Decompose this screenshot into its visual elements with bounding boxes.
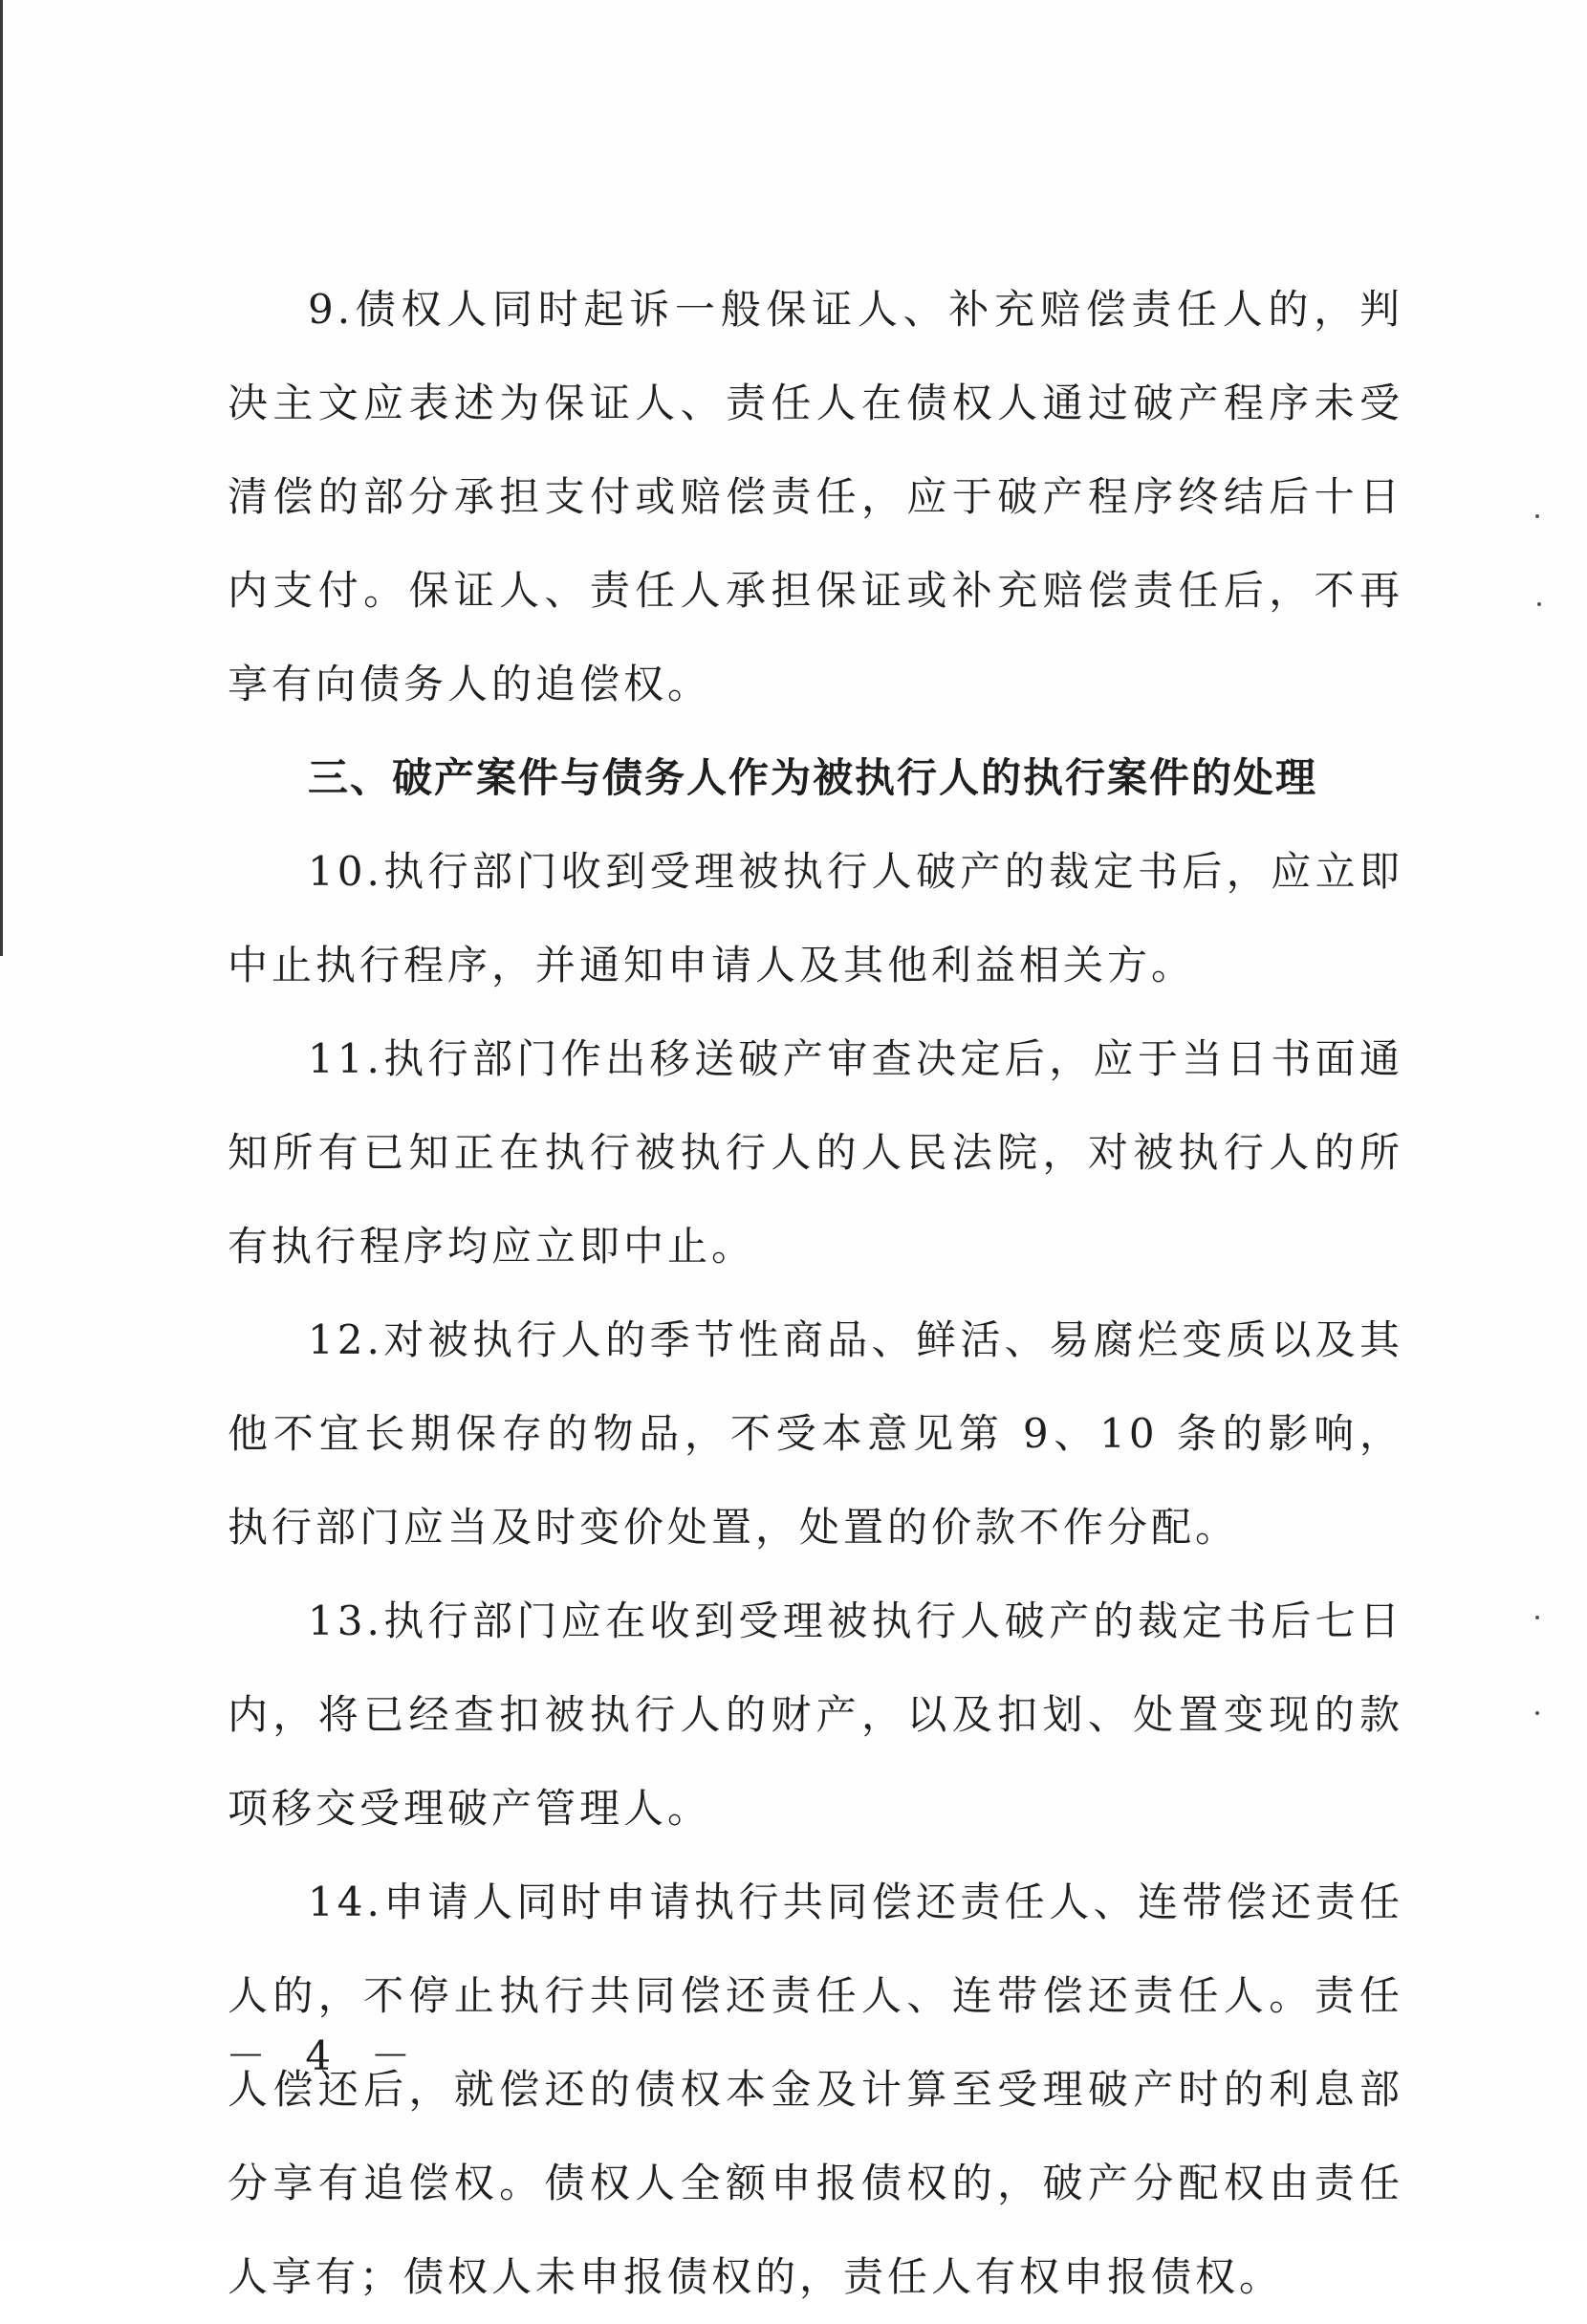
scan-edge-line (0, 0, 3, 956)
paragraph-10: 10.执行部门收到受理被执行人破产的裁定书后，应立即中止执行程序，并通知申请人及其他利益相关方。 (228, 848, 1403, 988)
section-heading-3: 三、破产案件与债务人作为被执行人的执行案件的处理 (308, 754, 1318, 801)
paragraph-14: 14.申请人同时申请执行共同偿还责任人、连带偿还责任人的，不停止执行共同偿还责任人、连带偿还责任人。责任人偿还后，就偿还的债权本金及计算至受理破产时的利息部分享有追偿权。债权人全额申报债权的，破产分配权由责任人享有；债权人未申报债权的，责任人有权申报债权。 (228, 1879, 1403, 2300)
scan-speck (1535, 1711, 1539, 1715)
paragraph-12: 12.对被执行人的季节性商品、鲜活、易腐烂变质以及其他不宜长期保存的物品，不受本意见第 9、10 条的影响，执行部门应当及时变价处置，处置的价款不作分配。 (228, 1316, 1403, 1551)
document-body (228, 263, 1403, 2324)
scan-speck (1537, 602, 1541, 606)
page-number: － 4 － (226, 2032, 424, 2079)
scan-speck (1535, 1616, 1539, 1619)
paragraph-11: 11.执行部门作出移送破产审查决定后，应于当日书面通知所有已知正在执行被执行人的人民法院，对被执行人的所有执行程序均应立即中止。 (228, 1035, 1403, 1270)
paragraph-9: 9.债权人同时起诉一般保证人、补充赔偿责任人的，判决主文应表述为保证人、责任人在债权人通过破产程序未受清偿的部分承担支付或赔偿责任，应于破产程序终结后十日内支付。保证人、责任人承担保证或补充赔偿责任后，不再享有向债务人的追偿权。 (228, 286, 1403, 707)
paragraph-13: 13.执行部门应在收到受理被执行人破产的裁定书后七日内，将已经查扣被执行人的财产，以及扣划、处置变现的款项移交受理破产管理人。 (228, 1597, 1403, 1832)
scan-speck (1535, 514, 1539, 518)
